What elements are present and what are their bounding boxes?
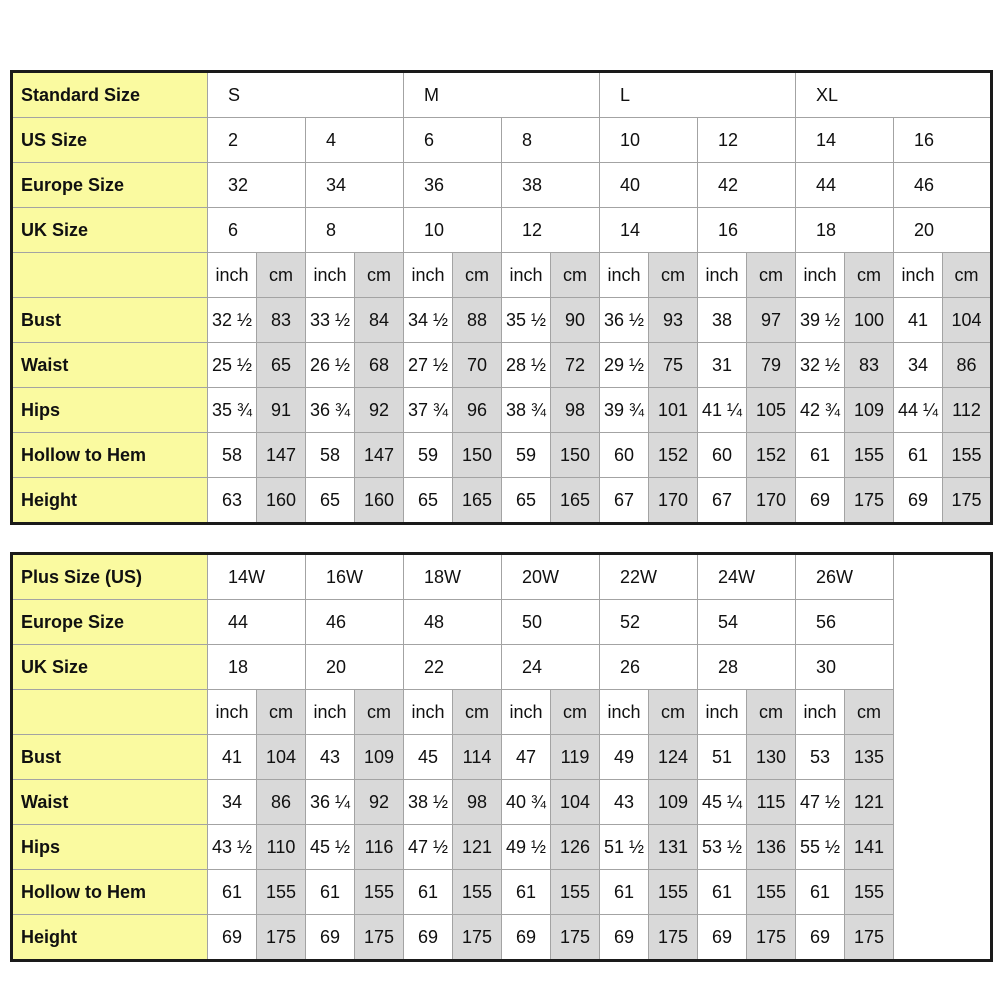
measure-cell: 109 xyxy=(845,388,894,433)
size-cell: 16 xyxy=(894,118,992,163)
measure-cell: 86 xyxy=(257,780,306,825)
measure-cell: 38 ¾ xyxy=(502,388,551,433)
unit-cell: inch xyxy=(600,690,649,735)
measure-cell: 34 xyxy=(894,343,943,388)
size-cell: 38 xyxy=(502,163,600,208)
measure-cell: 67 xyxy=(698,478,747,524)
measure-cell: 61 xyxy=(502,870,551,915)
measure-cell: 86 xyxy=(943,343,992,388)
row-label: US Size xyxy=(12,118,208,163)
measure-cell: 35 ½ xyxy=(502,298,551,343)
table-row xyxy=(12,690,992,735)
measure-cell: 36 ½ xyxy=(600,298,649,343)
size-cell: 14 xyxy=(796,118,894,163)
measure-cell: 29 ½ xyxy=(600,343,649,388)
measure-cell: 121 xyxy=(453,825,502,870)
unit-cell: cm xyxy=(649,253,698,298)
size-cell: 52 xyxy=(600,600,698,645)
size-cell: 18W xyxy=(404,554,502,600)
unit-cell: inch xyxy=(502,253,551,298)
row-label xyxy=(12,690,208,735)
measure-cell: 61 xyxy=(796,433,845,478)
measure-cell: 104 xyxy=(943,298,992,343)
measure-cell: 136 xyxy=(747,825,796,870)
unit-cell: inch xyxy=(600,253,649,298)
measure-cell: 141 xyxy=(845,825,894,870)
unit-cell: cm xyxy=(355,690,404,735)
measure-cell: 69 xyxy=(306,915,355,961)
measure-cell: 69 xyxy=(796,478,845,524)
row-label: Europe Size xyxy=(12,163,208,208)
measure-cell: 47 ½ xyxy=(796,780,845,825)
measure-cell: 59 xyxy=(404,433,453,478)
measure-cell: 175 xyxy=(355,915,404,961)
measure-cell: 83 xyxy=(257,298,306,343)
size-cell: 54 xyxy=(698,600,796,645)
unit-cell: inch xyxy=(404,253,453,298)
row-label: Height xyxy=(12,478,208,524)
unit-cell: inch xyxy=(698,253,747,298)
measure-cell: 91 xyxy=(257,388,306,433)
measure-cell: 155 xyxy=(257,870,306,915)
size-cell: 32 xyxy=(208,163,306,208)
measure-cell: 38 xyxy=(698,298,747,343)
measure-cell: 68 xyxy=(355,343,404,388)
measure-cell: 155 xyxy=(453,870,502,915)
measure-cell: 35 ¾ xyxy=(208,388,257,433)
row-label: Hollow to Hem xyxy=(12,433,208,478)
measure-cell: 124 xyxy=(649,735,698,780)
measure-cell: 175 xyxy=(257,915,306,961)
measure-cell: 65 xyxy=(404,478,453,524)
unit-cell: cm xyxy=(551,253,600,298)
measure-cell: 34 ½ xyxy=(404,298,453,343)
row-label: UK Size xyxy=(12,208,208,253)
measure-cell: 41 ¼ xyxy=(698,388,747,433)
size-cell: 36 xyxy=(404,163,502,208)
measure-cell: 126 xyxy=(551,825,600,870)
unit-cell: cm xyxy=(257,690,306,735)
row-label: UK Size xyxy=(12,645,208,690)
measure-cell: 61 xyxy=(600,870,649,915)
measure-cell: 37 ¾ xyxy=(404,388,453,433)
measure-cell: 109 xyxy=(355,735,404,780)
unit-cell: cm xyxy=(551,690,600,735)
unit-cell: cm xyxy=(747,253,796,298)
measure-cell: 40 ¾ xyxy=(502,780,551,825)
measure-cell: 36 ¼ xyxy=(306,780,355,825)
measure-cell: 43 xyxy=(600,780,649,825)
measure-cell: 70 xyxy=(453,343,502,388)
table-row xyxy=(12,253,992,298)
size-cell: 28 xyxy=(698,645,796,690)
measure-cell: 155 xyxy=(551,870,600,915)
measure-cell: 61 xyxy=(698,870,747,915)
measure-cell: 165 xyxy=(551,478,600,524)
table-row xyxy=(12,645,992,690)
measure-cell: 101 xyxy=(649,388,698,433)
size-cell: 8 xyxy=(306,208,404,253)
unit-cell: cm xyxy=(453,253,502,298)
table-row xyxy=(12,208,992,253)
unit-cell: cm xyxy=(845,253,894,298)
size-cell: 26W xyxy=(796,554,894,600)
measure-cell: 61 xyxy=(208,870,257,915)
size-cell: 4 xyxy=(306,118,404,163)
table-row xyxy=(12,163,992,208)
measure-cell: 58 xyxy=(208,433,257,478)
size-cell: 6 xyxy=(208,208,306,253)
measure-cell: 60 xyxy=(600,433,649,478)
measure-cell: 97 xyxy=(747,298,796,343)
measure-cell: 39 ¾ xyxy=(600,388,649,433)
measure-cell: 147 xyxy=(355,433,404,478)
measure-cell: 96 xyxy=(453,388,502,433)
measure-cell: 152 xyxy=(649,433,698,478)
measure-cell: 155 xyxy=(649,870,698,915)
measure-cell: 69 xyxy=(600,915,649,961)
unit-cell: cm xyxy=(257,253,306,298)
size-cell: 56 xyxy=(796,600,894,645)
measure-cell: 150 xyxy=(551,433,600,478)
measure-cell: 60 xyxy=(698,433,747,478)
size-cell: 8 xyxy=(502,118,600,163)
unit-cell: inch xyxy=(894,253,943,298)
unit-cell: inch xyxy=(404,690,453,735)
table-row xyxy=(12,298,992,343)
unit-cell: cm xyxy=(355,253,404,298)
size-cell: L xyxy=(600,72,796,118)
size-cell: 2 xyxy=(208,118,306,163)
table-row xyxy=(12,118,992,163)
measure-cell: 152 xyxy=(747,433,796,478)
size-cell: 12 xyxy=(502,208,600,253)
measure-cell: 155 xyxy=(845,433,894,478)
measure-cell: 115 xyxy=(747,780,796,825)
measure-cell: 49 xyxy=(600,735,649,780)
row-label: Bust xyxy=(12,298,208,343)
measure-cell: 150 xyxy=(453,433,502,478)
measure-cell: 27 ½ xyxy=(404,343,453,388)
unit-cell: cm xyxy=(453,690,502,735)
unit-cell: inch xyxy=(306,690,355,735)
measure-cell: 79 xyxy=(747,343,796,388)
measure-cell: 100 xyxy=(845,298,894,343)
measure-cell: 41 xyxy=(208,735,257,780)
size-cell: 46 xyxy=(306,600,404,645)
size-cell: 50 xyxy=(502,600,600,645)
measure-cell: 84 xyxy=(355,298,404,343)
measure-cell: 155 xyxy=(845,870,894,915)
standard-size-chart xyxy=(10,70,993,525)
measure-cell: 93 xyxy=(649,298,698,343)
size-cell: M xyxy=(404,72,600,118)
unit-cell: inch xyxy=(796,690,845,735)
size-cell: 20 xyxy=(894,208,992,253)
measure-cell: 69 xyxy=(796,915,845,961)
measure-cell: 131 xyxy=(649,825,698,870)
size-cell: 10 xyxy=(404,208,502,253)
measure-cell: 36 ¾ xyxy=(306,388,355,433)
size-cell: XL xyxy=(796,72,992,118)
size-cell: 18 xyxy=(796,208,894,253)
measure-cell: 175 xyxy=(453,915,502,961)
unit-cell: cm xyxy=(845,690,894,735)
measure-cell: 65 xyxy=(502,478,551,524)
size-cell: 42 xyxy=(698,163,796,208)
size-cell: 24 xyxy=(502,645,600,690)
measure-cell: 175 xyxy=(649,915,698,961)
size-cell: 34 xyxy=(306,163,404,208)
measure-cell: 170 xyxy=(747,478,796,524)
row-label: Hips xyxy=(12,388,208,433)
measure-cell: 39 ½ xyxy=(796,298,845,343)
measure-cell: 45 ¼ xyxy=(698,780,747,825)
measure-cell: 130 xyxy=(747,735,796,780)
size-cell: 20 xyxy=(306,645,404,690)
measure-cell: 90 xyxy=(551,298,600,343)
measure-cell: 170 xyxy=(649,478,698,524)
measure-cell: 44 ¼ xyxy=(894,388,943,433)
unit-cell: cm xyxy=(943,253,992,298)
measure-cell: 155 xyxy=(747,870,796,915)
unit-cell: inch xyxy=(796,253,845,298)
measure-cell: 92 xyxy=(355,388,404,433)
unit-cell: inch xyxy=(306,253,355,298)
size-cell: 46 xyxy=(894,163,992,208)
row-label xyxy=(12,253,208,298)
measure-cell: 98 xyxy=(453,780,502,825)
measure-cell: 32 ½ xyxy=(796,343,845,388)
size-cell: 20W xyxy=(502,554,600,600)
measure-cell: 33 ½ xyxy=(306,298,355,343)
size-cell: 16 xyxy=(698,208,796,253)
measure-cell: 119 xyxy=(551,735,600,780)
measure-cell: 112 xyxy=(943,388,992,433)
measure-cell: 34 xyxy=(208,780,257,825)
measure-cell: 63 xyxy=(208,478,257,524)
row-label: Bust xyxy=(12,735,208,780)
table-row xyxy=(12,915,992,961)
size-cell: 48 xyxy=(404,600,502,645)
measure-cell: 26 ½ xyxy=(306,343,355,388)
empty-cell xyxy=(894,554,992,961)
table-row xyxy=(12,478,992,524)
measure-cell: 72 xyxy=(551,343,600,388)
table-row xyxy=(12,72,992,118)
measure-cell: 92 xyxy=(355,780,404,825)
unit-cell: inch xyxy=(698,690,747,735)
measure-cell: 65 xyxy=(306,478,355,524)
measure-cell: 114 xyxy=(453,735,502,780)
measure-cell: 41 xyxy=(894,298,943,343)
measure-cell: 69 xyxy=(404,915,453,961)
size-cell: S xyxy=(208,72,404,118)
measure-cell: 175 xyxy=(845,478,894,524)
measure-cell: 83 xyxy=(845,343,894,388)
measure-cell: 175 xyxy=(747,915,796,961)
row-label: Europe Size xyxy=(12,600,208,645)
unit-cell: inch xyxy=(502,690,551,735)
table-row xyxy=(12,735,992,780)
measure-cell: 160 xyxy=(257,478,306,524)
table-row xyxy=(12,343,992,388)
row-label: Plus Size (US) xyxy=(12,554,208,600)
measure-cell: 43 ½ xyxy=(208,825,257,870)
measure-cell: 45 xyxy=(404,735,453,780)
row-label: Standard Size xyxy=(12,72,208,118)
measure-cell: 88 xyxy=(453,298,502,343)
size-cell: 40 xyxy=(600,163,698,208)
size-cell: 44 xyxy=(208,600,306,645)
measure-cell: 175 xyxy=(943,478,992,524)
measure-cell: 175 xyxy=(551,915,600,961)
row-label: Height xyxy=(12,915,208,961)
row-label: Waist xyxy=(12,343,208,388)
size-cell: 18 xyxy=(208,645,306,690)
measure-cell: 69 xyxy=(894,478,943,524)
measure-cell: 160 xyxy=(355,478,404,524)
measure-cell: 61 xyxy=(894,433,943,478)
unit-cell: cm xyxy=(747,690,796,735)
table-row xyxy=(12,825,992,870)
measure-cell: 155 xyxy=(355,870,404,915)
measure-cell: 175 xyxy=(845,915,894,961)
measure-cell: 104 xyxy=(551,780,600,825)
measure-cell: 28 ½ xyxy=(502,343,551,388)
table-row xyxy=(12,388,992,433)
size-cell: 22 xyxy=(404,645,502,690)
measure-cell: 65 xyxy=(257,343,306,388)
table-row xyxy=(12,600,992,645)
measure-cell: 61 xyxy=(404,870,453,915)
size-cell: 12 xyxy=(698,118,796,163)
measure-cell: 98 xyxy=(551,388,600,433)
measure-cell: 51 xyxy=(698,735,747,780)
measure-cell: 55 ½ xyxy=(796,825,845,870)
measure-cell: 53 xyxy=(796,735,845,780)
measure-cell: 69 xyxy=(208,915,257,961)
measure-cell: 104 xyxy=(257,735,306,780)
size-cell: 10 xyxy=(600,118,698,163)
measure-cell: 61 xyxy=(306,870,355,915)
measure-cell: 42 ¾ xyxy=(796,388,845,433)
measure-cell: 121 xyxy=(845,780,894,825)
measure-cell: 69 xyxy=(698,915,747,961)
measure-cell: 147 xyxy=(257,433,306,478)
measure-cell: 116 xyxy=(355,825,404,870)
size-cell: 24W xyxy=(698,554,796,600)
size-cell: 14W xyxy=(208,554,306,600)
measure-cell: 25 ½ xyxy=(208,343,257,388)
row-label: Waist xyxy=(12,780,208,825)
measure-cell: 135 xyxy=(845,735,894,780)
measure-cell: 105 xyxy=(747,388,796,433)
measure-cell: 67 xyxy=(600,478,649,524)
measure-cell: 51 ½ xyxy=(600,825,649,870)
row-label: Hollow to Hem xyxy=(12,870,208,915)
table-row xyxy=(12,780,992,825)
measure-cell: 75 xyxy=(649,343,698,388)
measure-cell: 47 xyxy=(502,735,551,780)
size-cell: 30 xyxy=(796,645,894,690)
measure-cell: 43 xyxy=(306,735,355,780)
measure-cell: 155 xyxy=(943,433,992,478)
measure-cell: 47 ½ xyxy=(404,825,453,870)
measure-cell: 31 xyxy=(698,343,747,388)
size-cell: 26 xyxy=(600,645,698,690)
row-label: Hips xyxy=(12,825,208,870)
size-cell: 22W xyxy=(600,554,698,600)
measure-cell: 110 xyxy=(257,825,306,870)
measure-cell: 59 xyxy=(502,433,551,478)
measure-cell: 109 xyxy=(649,780,698,825)
table-row xyxy=(12,433,992,478)
measure-cell: 32 ½ xyxy=(208,298,257,343)
measure-cell: 38 ½ xyxy=(404,780,453,825)
unit-cell: inch xyxy=(208,253,257,298)
size-cell: 44 xyxy=(796,163,894,208)
plus-size-chart xyxy=(10,552,993,962)
measure-cell: 165 xyxy=(453,478,502,524)
measure-cell: 53 ½ xyxy=(698,825,747,870)
size-cell: 14 xyxy=(600,208,698,253)
measure-cell: 69 xyxy=(502,915,551,961)
measure-cell: 45 ½ xyxy=(306,825,355,870)
measure-cell: 61 xyxy=(796,870,845,915)
size-cell: 6 xyxy=(404,118,502,163)
table-row xyxy=(12,870,992,915)
size-cell: 16W xyxy=(306,554,404,600)
unit-cell: inch xyxy=(208,690,257,735)
measure-cell: 49 ½ xyxy=(502,825,551,870)
unit-cell: cm xyxy=(649,690,698,735)
table-row xyxy=(12,554,992,600)
measure-cell: 58 xyxy=(306,433,355,478)
